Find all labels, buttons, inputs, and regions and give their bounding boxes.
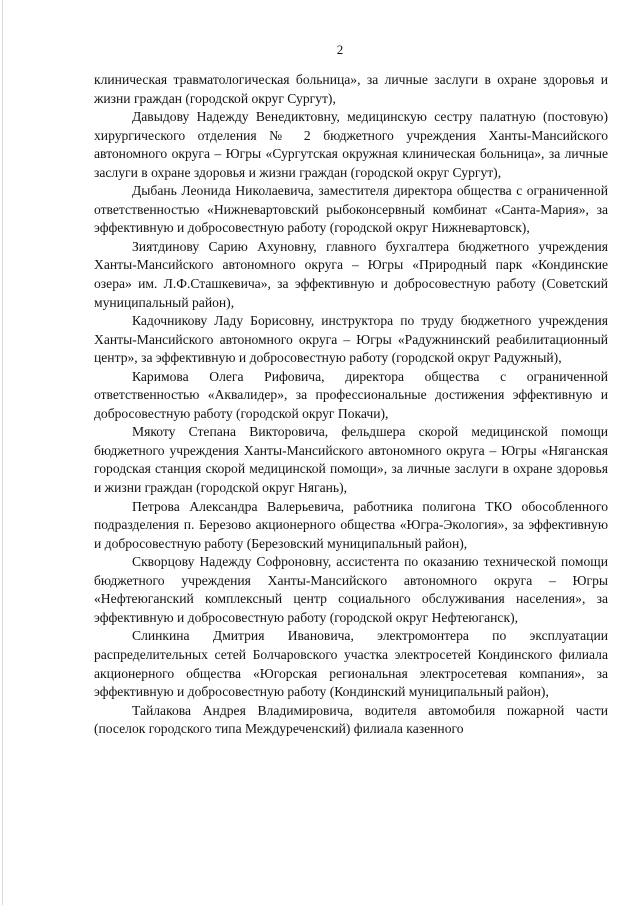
- paragraph-davydova: Давыдову Надежду Венедиктовну, медицинскую сестру палатную (постовую) хирургического отделения № 2 бюджетного учреждения Ханты-Мансийского автономного округа – Югры «Сургутская окружная клиническая больница», за личные заслуги в охране здоровья и жизни граждан (городской округ Сургут),: [94, 109, 608, 180]
- paragraph-dyban: Дыбань Леонида Николаевича, заместителя директора общества с ограниченной ответственностью «Нижневартовский рыбоконсервный комбинат «Санта-Мария», за эффективную и добросовестную работу (городской округ Нижневартовск),: [94, 183, 608, 236]
- paragraph-kadochnikova: Кадочникову Ладу Борисовну, инструктора по труду бюджетного учреждения Ханты-Мансийского автономного округа – Югры «Радужнинский реабилитационный центр», за эффективную и добросовестную работу (городской округ Радужный),: [94, 313, 608, 366]
- scan-edge-line: [2, 0, 3, 905]
- document-body: [94, 71, 608, 739]
- paragraph-skvortsova: Скворцову Надежду Софроновну, ассистента по оказанию технической помощи бюджетного учреждения Ханты-Мансийского автономного округа – Югры «Нефтеюганский комплексный центр социального обслуживания населения», за эффективную и добросовестную работу (городской округ Нефтеюганск),: [94, 554, 608, 625]
- paragraph-petrov: Петрова Александра Валерьевича, работника полигона ТКО обособленного подразделения п. Березово акционерного общества «Югра-Экология», за эффективную и добросовестную работу (Березовский муниципальный район),: [94, 498, 608, 551]
- paragraph-taylakov: Тайлакова Андрея Владимировича, водителя автомобиля пожарной части (поселок городского типа Междуреченский) филиала казенного: [94, 702, 608, 737]
- paragraph-slinkin: Слинкина Дмитрия Ивановича, электромонтера по эксплуатации распределительных сетей Болчаровского участка электросетей Кондинского филиала акционерного общества «Югорская региональная электросетевая компания», за эффективную и добросовестную работу (Кондинский муниципальный район),: [94, 628, 608, 700]
- page-number: 2: [336, 42, 344, 57]
- paragraph-continuation: клиническая травматологическая больница», за личные заслуги в охране здоровья и жизни граждан (городской округ Сургут),: [94, 72, 608, 106]
- paragraph-myakota: Мякоту Степана Викторовича, фельдшера скорой медицинской помощи бюджетного учреждения Ханты-Мансийского автономного округа – Югры «Няганская городская станция скорой медицинской помощи», за личные заслуги в охране здоровья и жизни граждан (городской округ Нягань),: [94, 424, 608, 496]
- paragraph-ziyatdinova: Зиятдинову Сарию Ахуновну, главного бухгалтера бюджетного учреждения Ханты-Мансийского автономного округа – Югры «Природный парк «Кондинские озера» им. Л.Ф.Сташкевича», за эффективную и добросовестную работу (Советский муниципальный район),: [94, 238, 608, 310]
- paragraph-karimov: Каримова Олега Рифовича, директора общества с ограниченной ответственностью «Аквалидер», за профессиональные достижения эффективную и добросовестную работу (городской округ Покачи),: [94, 368, 608, 421]
